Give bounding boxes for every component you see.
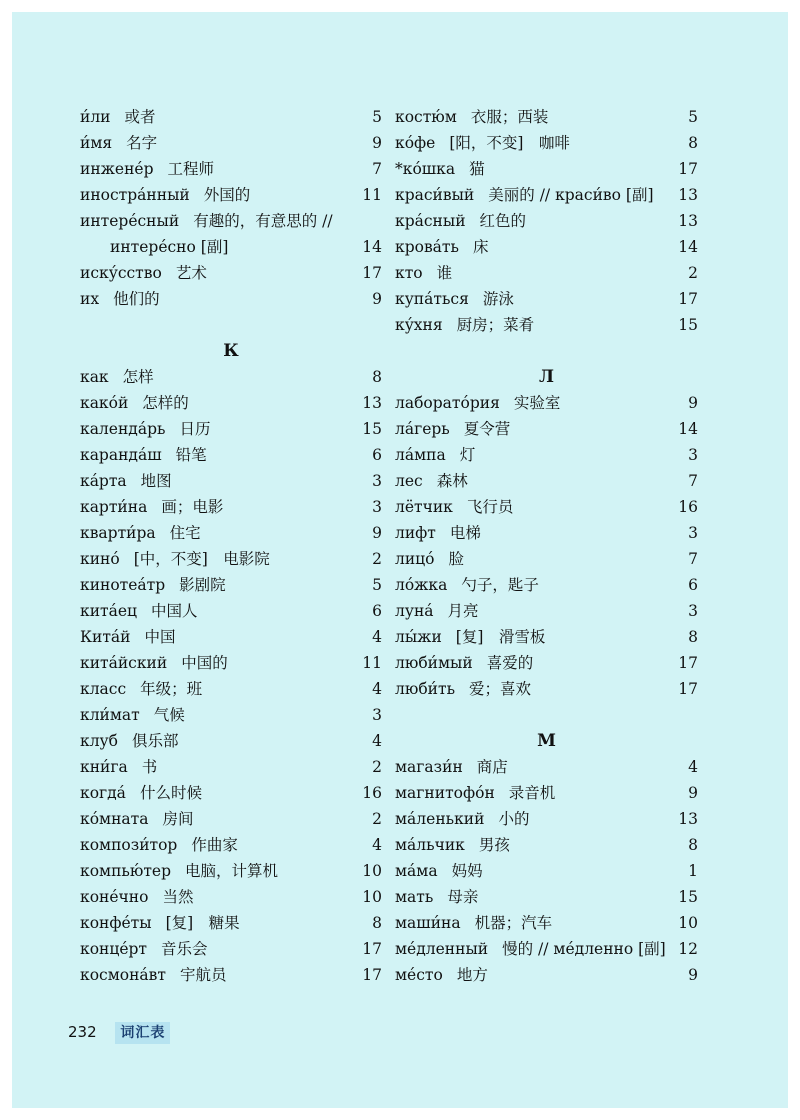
lesson-number: 5 [688,108,698,126]
russian-word: кни́га [80,758,128,776]
section-label: 词汇表 [115,1022,170,1044]
russian-word: календа́рь [80,420,166,438]
russian-word: лётчик [395,498,453,516]
vocab-entry [395,936,698,962]
russian-word: кино́ [80,550,120,568]
spacer [80,312,382,338]
spacer [395,338,698,364]
chinese-translation: 小的 [498,810,530,828]
chinese-translation: 美丽的 // краси́во [副] [488,186,654,204]
lesson-number: 8 [372,914,382,932]
vocab-entry [395,260,698,286]
russian-word: инжене́р [80,160,154,178]
vocab-entry [395,910,698,936]
lesson-number: 9 [372,290,382,308]
chinese-translation: 床 [472,238,489,256]
chinese-translation: 电脑，计算机 [185,862,279,880]
russian-word: мать [395,888,434,906]
chinese-translation: 影剧院 [179,576,226,594]
chinese-translation: 音乐会 [161,940,208,958]
russian-word: ко́фе [395,134,436,152]
russian-word: карти́на [80,498,148,516]
russian-word: и́ли [80,108,111,126]
section-letter: К [223,341,239,361]
chinese-translation: 游泳 [482,290,514,308]
lesson-number: 17 [362,264,382,282]
vocab-entry [80,806,382,832]
lesson-number: 11 [362,186,382,204]
russian-word: ла́мпа [395,446,446,464]
lesson-number: 8 [688,836,698,854]
russian-word: магнитофо́н [395,784,495,802]
chinese-translation: 实验室 [513,394,561,412]
vocab-entry [80,962,382,988]
russian-word: ма́ма [395,862,438,880]
vocab-entry [80,442,382,468]
lesson-number: 3 [372,706,382,724]
vocab-entry [80,286,382,312]
lesson-number: 4 [372,628,382,646]
russian-word: космона́вт [80,966,166,984]
lesson-number: 16 [678,498,698,516]
russian-word: когда́ [80,784,126,802]
russian-word: купа́ться [395,290,469,308]
chinese-translation: 红色的 [479,212,527,230]
lesson-number: 8 [688,134,698,152]
vocab-entry [80,156,382,182]
russian-word: компози́тор [80,836,178,854]
russian-word: лицо́ [395,550,435,568]
vocab-entry-continuation [80,234,382,260]
chinese-translation: 怎样 [122,368,154,386]
vocab-entry [395,468,698,494]
russian-word: иностра́нный [80,186,190,204]
lesson-number: 3 [688,602,698,620]
chinese-translation: 录音机 [508,784,556,802]
russian-word: Кита́й [80,628,131,646]
vocab-entry [80,104,382,130]
vocab-entry [80,910,382,936]
vocab-entry [80,572,382,598]
vocab-entry [80,624,382,650]
russian-word: како́й [80,394,129,412]
russian-word: ме́сто [395,966,443,984]
lesson-number: 9 [688,966,698,984]
russian-word: кли́мат [80,706,140,724]
vocab-entry [395,572,698,598]
lesson-number: 9 [688,394,698,412]
vocab-entry [80,260,382,286]
russian-word: крова́ть [395,238,459,256]
vocab-entry [395,754,698,780]
russian-word: люби́ть [395,680,456,698]
russian-word: иску́сство [80,264,162,282]
russian-word: ко́мната [80,810,149,828]
russian-word: кита́ец [80,602,137,620]
vocab-entry [80,416,382,442]
russian-word: луна́ [395,602,434,620]
lesson-number: 5 [372,108,382,126]
section-letter: М [537,731,556,751]
lesson-number: 13 [678,212,698,230]
russian-word: конфе́ты [80,914,152,932]
russian-word: их [80,290,100,308]
chinese-translation: 男孩 [478,836,510,854]
russian-word: ма́льчик [395,836,465,854]
russian-word: и́мя [80,134,113,152]
lesson-number: 10 [362,862,382,880]
chinese-translation: 铅笔 [175,446,207,464]
vocab-entry [80,754,382,780]
lesson-number: 3 [372,472,382,490]
vocab-entry [395,156,698,182]
lesson-number: 9 [688,784,698,802]
russian-word: *ко́шка [395,160,456,178]
russian-word: магази́н [395,758,463,776]
lesson-number: 16 [362,784,382,802]
vocab-entry [395,442,698,468]
chinese-translation: 当然 [162,888,194,906]
vocab-entry [80,598,382,624]
vocab-entry [80,208,382,234]
lesson-number: 17 [678,680,698,698]
lesson-number: 6 [688,576,698,594]
chinese-translation: [复] 滑雪板 [455,628,546,646]
lesson-number: 17 [678,654,698,672]
lesson-number: 17 [678,160,698,178]
russian-word: лаборато́рия [395,394,500,412]
vocab-entry [395,624,698,650]
chinese-translation: 作曲家 [191,836,238,854]
vocab-entry [80,676,382,702]
chinese-translation: 年级；班 [140,680,203,698]
chinese-translation: 有趣的，有意思的 // [193,212,333,230]
lesson-number: 10 [362,888,382,906]
lesson-number: 2 [688,264,698,282]
chinese-translation: 画；电影 [161,498,224,516]
chinese-translation: 慢的 // ме́дленно [副] [502,940,666,958]
vocab-entry [395,962,698,988]
lesson-number: 17 [678,290,698,308]
vocab-entry [80,468,382,494]
vocab-entry [395,884,698,910]
russian-word: ме́дленный [395,940,489,958]
lesson-number: 11 [362,654,382,672]
chinese-translation: 飞行员 [466,498,514,516]
section-letter: Л [538,367,555,387]
vocab-entry [395,182,698,208]
lesson-number: 5 [372,576,382,594]
chinese-translation: 外国的 [203,186,251,204]
vocab-entry [395,130,698,156]
russian-word: интере́сно [副] [110,238,229,256]
chinese-translation: 月亮 [447,602,479,620]
chinese-translation: 爱；喜欢 [469,680,532,698]
chinese-translation: 工程师 [167,160,215,178]
russian-word: маши́на [395,914,461,932]
chinese-translation: 中国的 [181,654,228,672]
lesson-number: 14 [678,420,698,438]
vocab-entry [80,546,382,572]
chinese-translation: 名字 [126,134,158,152]
chinese-translation: 住宅 [169,524,201,542]
chinese-translation: 俱乐部 [132,732,179,750]
chinese-translation: 机器；汽车 [474,914,553,932]
vocab-entry [395,494,698,520]
lesson-number: 9 [372,524,382,542]
vocab-entry [80,364,382,390]
chinese-translation: 喜爱的 [486,654,534,672]
lesson-number: 7 [372,160,382,178]
chinese-translation: 商店 [476,758,508,776]
chinese-translation: 灯 [459,446,476,464]
chinese-translation: 什么时候 [139,784,202,802]
lesson-number: 7 [688,472,698,490]
vocab-entry [395,520,698,546]
lesson-number: 2 [372,758,382,776]
russian-word: интере́сный [80,212,180,230]
chinese-translation: 中国人 [150,602,198,620]
page [12,12,788,1108]
lesson-number: 17 [362,940,382,958]
lesson-number: 9 [372,134,382,152]
russian-word: люби́мый [395,654,473,672]
vocab-entry [395,390,698,416]
vocab-entry [395,832,698,858]
chinese-translation: 夏令营 [463,420,511,438]
chinese-translation: [复] 糖果 [165,914,240,932]
lesson-number: 6 [372,602,382,620]
lesson-number: 10 [678,914,698,932]
chinese-translation: 宇航员 [179,966,227,984]
russian-word: коне́чно [80,888,149,906]
chinese-translation: 中国 [144,628,176,646]
vocab-entry [395,312,698,338]
russian-word: костю́м [395,108,457,126]
vocab-entry [395,858,698,884]
chinese-translation: 房间 [162,810,194,828]
chinese-translation: 日历 [179,420,211,438]
chinese-translation: [阳，不变] 咖啡 [449,134,570,152]
vocab-entry [395,286,698,312]
russian-word: кто [395,264,423,282]
lesson-number: 13 [678,810,698,828]
russian-word: клуб [80,732,118,750]
chinese-translation: 电梯 [449,524,481,542]
lesson-number: 7 [688,550,698,568]
lesson-number: 3 [688,446,698,464]
left-column [80,104,382,988]
lesson-number: 1 [688,862,698,880]
russian-word: краси́вый [395,186,475,204]
vocab-entry [80,390,382,416]
chinese-translation: 勺子，匙子 [461,576,539,594]
vocab-entry [395,546,698,572]
lesson-number: 14 [362,238,382,256]
russian-word: кварти́ра [80,524,156,542]
russian-word: ма́ленький [395,810,485,828]
russian-word: кита́йский [80,654,168,672]
page-footer [68,1021,170,1043]
russian-word: лы́жи [395,628,442,646]
chinese-translation: 或者 [124,108,156,126]
vocab-entry [80,130,382,156]
vocab-entry [80,520,382,546]
russian-word: ка́рта [80,472,127,490]
vocab-entry [395,104,698,130]
lesson-number: 4 [372,732,382,750]
lesson-number: 4 [372,680,382,698]
russian-word: конце́рт [80,940,147,958]
russian-word: лифт [395,524,436,542]
vocab-entry [395,806,698,832]
chinese-translation: 地方 [456,966,488,984]
lesson-number: 17 [362,966,382,984]
lesson-number: 15 [678,316,698,334]
right-column [395,104,698,988]
vocab-entry [80,858,382,884]
lesson-number: 3 [688,524,698,542]
chinese-translation: 艺术 [175,264,207,282]
chinese-translation: 书 [141,758,158,776]
lesson-number: 2 [372,550,382,568]
chinese-translation: 妈妈 [451,862,483,880]
vocab-entry [395,780,698,806]
vocab-entry [80,182,382,208]
lesson-number: 13 [678,186,698,204]
lesson-number: 15 [362,420,382,438]
lesson-number: 8 [688,628,698,646]
russian-word: как [80,368,109,386]
chinese-translation: 森林 [436,472,468,490]
vocab-entry [395,416,698,442]
vocab-entry [80,780,382,806]
russian-word: лес [395,472,423,490]
vocab-entry [80,494,382,520]
vocab-entry [80,832,382,858]
russian-word: ло́жка [395,576,448,594]
russian-word: ла́герь [395,420,450,438]
russian-word: компью́тер [80,862,172,880]
vocab-entry [395,234,698,260]
lesson-number: 2 [372,810,382,828]
lesson-number: 3 [372,498,382,516]
chinese-translation: 衣服；西装 [470,108,549,126]
vocab-entry [395,598,698,624]
chinese-translation: [中，不变] 电影院 [133,550,270,568]
lesson-number: 12 [678,940,698,958]
chinese-translation: 气候 [153,706,185,724]
vocab-entry [80,728,382,754]
russian-word: кинотеа́тр [80,576,166,594]
vocab-entry [80,702,382,728]
lesson-number: 8 [372,368,382,386]
russian-word: каранда́ш [80,446,162,464]
lesson-number: 6 [372,446,382,464]
chinese-translation: 谁 [436,264,453,282]
vocab-entry [80,650,382,676]
vocab-entry [80,884,382,910]
chinese-translation: 厨房；菜肴 [456,316,535,334]
lesson-number: 14 [678,238,698,256]
chinese-translation: 地图 [140,472,172,490]
lesson-number: 15 [678,888,698,906]
lesson-number: 4 [688,758,698,776]
chinese-translation: 他们的 [113,290,160,308]
spacer [395,702,698,728]
vocab-entry [395,650,698,676]
chinese-translation: 脸 [448,550,464,568]
chinese-translation: 怎样的 [142,394,189,412]
chinese-translation: 猫 [469,160,485,178]
vocab-entry [80,936,382,962]
vocab-entry [395,676,698,702]
vocab-entry [395,208,698,234]
russian-word: класс [80,680,127,698]
page-number: 232 [68,1023,97,1041]
russian-word: кра́сный [395,212,466,230]
russian-word: ку́хня [395,316,443,334]
lesson-number: 4 [372,836,382,854]
chinese-translation: 母亲 [447,888,479,906]
lesson-number: 13 [362,394,382,412]
